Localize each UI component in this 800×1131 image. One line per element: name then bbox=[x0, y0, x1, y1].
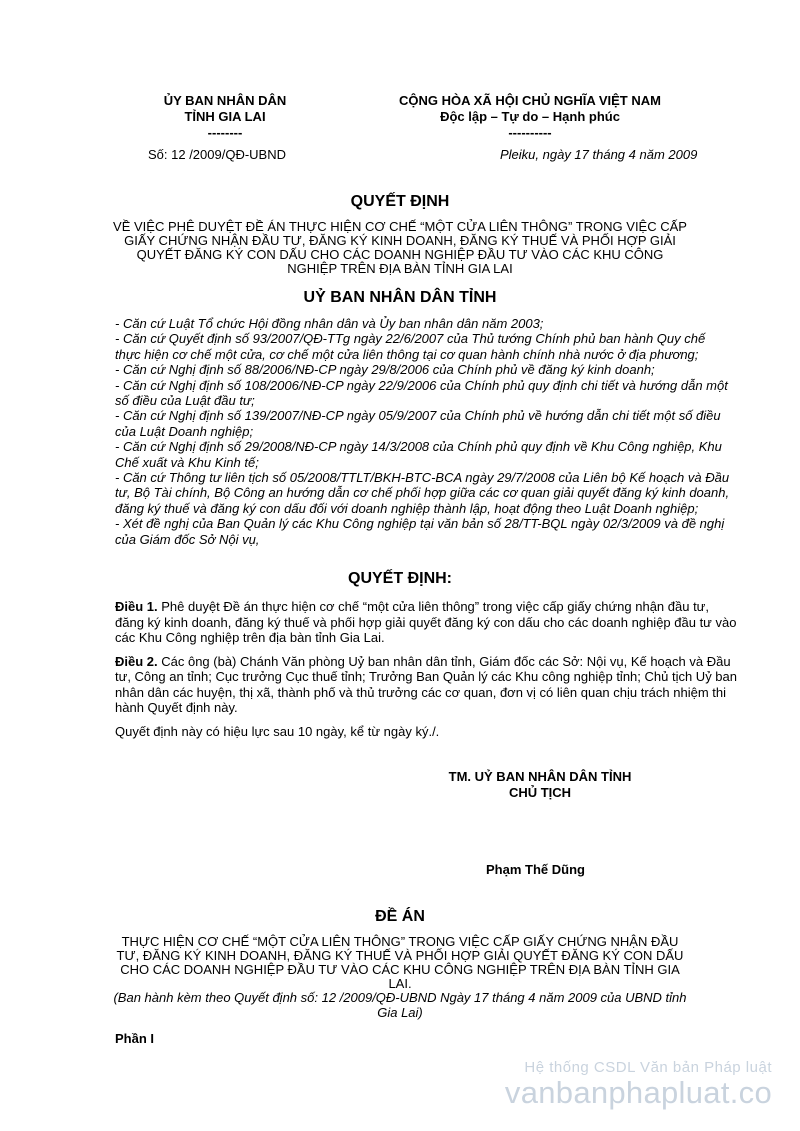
project-note: (Ban hành kèm theo Quyết định số: 12 /2009/QĐ-UBND Ngày 17 tháng 4 năm 2009 của UBND tỉnh Gia Lai) bbox=[113, 990, 687, 1020]
agency-name: ỦY BAN NHÂN DÂN bbox=[163, 93, 287, 108]
signature-org: TM. UỶ BAN NHÂN DÂN TỈNH bbox=[448, 769, 632, 784]
motto-rule: ---------- bbox=[508, 125, 552, 140]
country-name: CỘNG HÒA XÃ HỘI CHỦ NGHĨA VIỆT NAM bbox=[399, 93, 661, 108]
article-1-text: Phê duyệt Đề án thực hiện cơ chế “một cửa liên thông” trong việc cấp giấy chứng nhận đầu tư, đăng ký kinh doanh, đăng ký thuế và phối hợp giải quyết đăng ký con dấu cho các doanh nghiệp đầu tư vào các Khu Công nghiệp trên địa bàn tỉnh Gia Lai. bbox=[115, 599, 737, 645]
decision-heading: QUYẾT ĐỊNH: bbox=[348, 570, 452, 587]
agency-rule: -------- bbox=[207, 125, 243, 140]
decision-subtitle: VỀ VIỆC PHÊ DUYỆT ĐỀ ÁN THỰC HIỆN CƠ CHẾ “MỘT CỬA LIÊN THÔNG” TRONG VIỆC CẤP GIẤY CHỨNG NHẬN ĐẦU TƯ, ĐĂNG KÝ KINH DOANH, ĐĂNG KÝ THUẾ VÀ PHỐI HỢP GIẢI QUYẾT ĐĂNG KÝ CON DẤU CHO CÁC DOANH NGHIỆP ĐẦU TƯ VÀO CÁC KHU CÔNG NGHIỆP TRÊN ĐỊA BÀN TỈNH GIA LAI bbox=[113, 219, 687, 276]
issuing-agency-block bbox=[140, 93, 310, 141]
article-2-text: Các ông (bà) Chánh Văn phòng Uỷ ban nhân dân tỉnh, Giám đốc các Sở: Nội vụ, Kế hoạch và Đầu tư, Công an tỉnh; Cục trưởng Cục thuế tỉnh; Trưởng Ban Quản lý các Khu công nghiệp tỉnh; Chủ tịch Uỷ ban nhân dân các huyện, thị xã, thành phố và thủ trưởng các cơ quan, đơn vị có liên quan chịu trách nhiệm thi hành Quyết định này. bbox=[115, 653, 738, 715]
article-2-label: Điều 2. bbox=[115, 653, 158, 669]
articles bbox=[115, 599, 740, 747]
issuer-heading: UỶ BAN NHÂN DÂN TỈNH bbox=[303, 289, 497, 306]
article-2 bbox=[115, 654, 740, 716]
signature-title: CHỦ TỊCH bbox=[508, 785, 572, 800]
legal-basis-item: - Căn cứ Thông tư liên tịch số 05/2008/TTLT/BKH-BTC-BCA ngày 29/7/2008 của Liên bộ Kế hoạch và Đầu tư, Bộ Tài chính, Bộ Công an hướng dẫn cơ chế phối hợp giữa các cơ quan giải quyết đăng ký kinh doanh, đăng ký thuế và đăng ký con dấu đối với doanh nghiệp thành lập, hoạt động theo Luật Doanh nghiệp; bbox=[115, 470, 730, 516]
decision-title: QUYẾT ĐỊNH bbox=[350, 193, 450, 210]
signer-name: Phạm Thế Dũng bbox=[486, 862, 585, 877]
article-1 bbox=[115, 599, 740, 646]
legal-basis-item: - Căn cứ Nghị định số 29/2008/NĐ-CP ngày 14/3/2008 của Chính phủ quy định về Khu Công nghiệp, Khu Chế xuất và Khu Kinh tế; bbox=[115, 439, 722, 470]
motto: Độc lập – Tự do – Hạnh phúc bbox=[440, 109, 620, 124]
agency-province: TỈNH GIA LAI bbox=[184, 109, 266, 124]
legal-basis-item: - Căn cứ Nghị định số 139/2007/NĐ-CP ngày 05/9/2007 của Chính phủ về hướng dẫn chi tiết một số điều của Luật Doanh nghiệp; bbox=[115, 408, 721, 439]
legal-basis-item: - Căn cứ Nghị định số 88/2006/NĐ-CP ngày 29/8/2006 của Chính phủ về đăng ký kinh doanh; bbox=[115, 362, 655, 378]
project-title: ĐỀ ÁN bbox=[375, 908, 425, 925]
watermark-caption: Hệ thống CSDL Văn bản Pháp luật bbox=[524, 1059, 772, 1076]
legal-basis-item: - Căn cứ Luật Tổ chức Hội đồng nhân dân và Ủy ban nhân dân năm 2003; bbox=[115, 316, 544, 331]
project-subtitle: THỰC HIỆN CƠ CHẾ “MỘT CỬA LIÊN THÔNG” TRONG VIỆC CẤP GIẤY CHỨNG NHẬN ĐẦU TƯ, ĐĂNG KÝ KINH DOANH, ĐĂNG KÝ THUẾ VÀ PHỐI HỢP GIẢI QUYẾT ĐĂNG KÝ CON DẤU CHO CÁC DOANH NGHIỆP ĐẦU TƯ VÀO CÁC KHU CÔNG NGHIỆP TRÊN ĐỊA BÀN TỈNH GIA LAI. bbox=[116, 934, 684, 991]
legal-basis-item: - Xét đề nghị của Ban Quản lý các Khu Công nghiệp tại văn bản số 28/TT-BQL ngày 02/3/2009 và đề nghị của Giám đốc Sở Nội vụ, bbox=[115, 516, 725, 547]
signature-block bbox=[390, 769, 690, 801]
effective-clause: Quyết định này có hiệu lực sau 10 ngày, kể từ ngày ký./. bbox=[115, 723, 440, 739]
document-number: Số: 12 /2009/QĐ-UBND bbox=[148, 147, 287, 162]
watermark bbox=[505, 1059, 772, 1110]
national-motto-block bbox=[380, 93, 680, 141]
place-date: Pleiku, ngày 17 tháng 4 năm 2009 bbox=[500, 147, 698, 162]
watermark-site: vanbanphapluat.co bbox=[504, 1075, 772, 1110]
article-1-label: Điều 1. bbox=[115, 599, 158, 614]
legal-basis-list bbox=[115, 316, 730, 547]
part-heading: Phần I bbox=[115, 1031, 155, 1046]
legal-basis-item: - Căn cứ Quyết định số 93/2007/QĐ-TTg ngày 22/6/2007 của Thủ tướng Chính phủ ban hành Quy chế thực hiện cơ chế một cửa, cơ chế một cửa liên thông tại cơ quan hành chính nhà nước ở địa phương; bbox=[115, 331, 706, 362]
legal-basis-item: - Căn cứ Nghị định số 108/2006/NĐ-CP ngày 22/9/2006 của Chính phủ quy định chi tiết và hướng dẫn một số điều của Luật đầu tư; bbox=[115, 377, 728, 409]
